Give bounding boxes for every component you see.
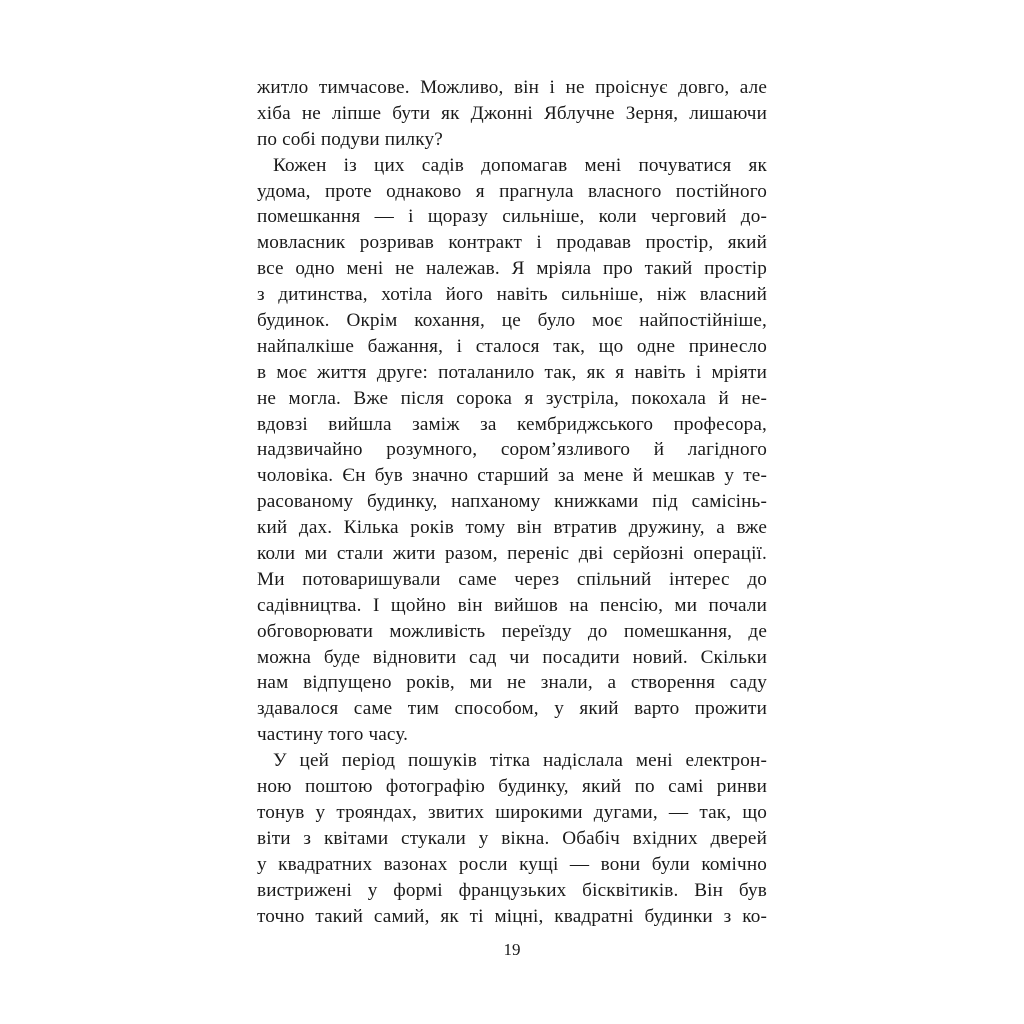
text-line: здавалося саме тим способом, у який варто прожити xyxy=(257,698,767,720)
text-line: вистрижені у формі французьких бісквітиків. Він був xyxy=(257,879,767,901)
text-line: точно такий самий, як ті міцні, квадратні будинки з ко- xyxy=(257,905,767,927)
text-line: кий дах. Кілька років тому він втратив дружину, а вже xyxy=(257,517,767,539)
text-line: ною поштою фотографію будинку, який по самі ринви xyxy=(257,776,767,798)
text-line: у квадратних вазонах росли кущі — вони були комічно xyxy=(257,853,767,875)
page-number: 19 xyxy=(503,940,521,959)
text-line: з дитинства, хотіла його навіть сильніше, ніж власний xyxy=(257,284,767,306)
body-text xyxy=(257,75,767,929)
text-line: частину того часу. xyxy=(257,724,409,746)
text-line: віти з квітами стукали у вікна. Обабіч вхідних дверей xyxy=(257,827,767,849)
text-line: житло тимчасове. Можливо, він і не проіснує довго, але xyxy=(257,77,767,98)
text-line: в моє життя друге: поталанило так, як я навіть і мріяти xyxy=(257,361,767,383)
paragraph-first-line: У цей період пошуків тітка надіслала мені електрон- xyxy=(273,750,767,772)
text-line: можна буде відновити сад чи посадити новий. Скільки xyxy=(257,646,767,668)
paragraph-first-line: Кожен із цих садів допомагав мені почуватися як xyxy=(273,154,767,176)
text-line: чоловіка. Єн був значно старший за мене й мешкав у те- xyxy=(257,465,767,487)
text-line: удома, проте однаково я прагнула власного постійного xyxy=(257,180,767,202)
text-line: все одно мені не належав. Я мріяла про такий простір xyxy=(257,258,767,280)
text-line: коли ми стали жити разом, переніс дві серйозні операції. xyxy=(257,543,767,565)
text-line: не могла. Вже після сорока я зустріла, покохала й не- xyxy=(257,387,767,409)
text-line: помешкання — і щоразу сильніше, коли черговий до- xyxy=(257,206,767,228)
text-line: будинок. Окрім кохання, це було моє найпостійніше, xyxy=(257,310,767,332)
text-line: обговорювати можливість переїзду до помешкання, де xyxy=(257,620,767,642)
text-line: расованому будинку, напханому книжками під самісінь- xyxy=(257,491,767,513)
text-line: Ми потоваришували саме через спільний інтерес до xyxy=(257,568,767,590)
text-line: по собі подуви пилку? xyxy=(257,128,443,150)
text-line: садівництва. І щойно він вийшов на пенсію, ми почали xyxy=(257,594,767,616)
text-line: нам відпущено років, ми не знали, а створення саду xyxy=(257,672,767,694)
text-line: тонув у трояндах, звитих широкими дугами, — так, що xyxy=(257,801,767,823)
text-line: хіба не ліпше бути як Джонні Яблучне Зерня, лишаючи xyxy=(257,102,767,124)
text-line: найпалкіше бажання, і сталося так, що одне принесло xyxy=(257,335,767,357)
text-line: надзвичайно розумного, сором’язливого й лагідного xyxy=(257,439,767,461)
text-line: вдовзі вийшла заміж за кембриджського професора, xyxy=(257,413,767,435)
text-line: мовласник розривав контракт і продавав простір, який xyxy=(257,232,767,254)
